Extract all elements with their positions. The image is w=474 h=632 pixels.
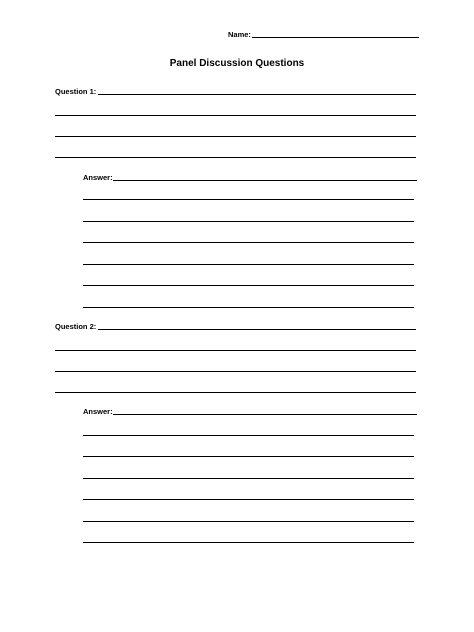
question-1-extra-line[interactable] (55, 115, 416, 116)
page-title: Panel Discussion Questions (169, 58, 305, 69)
answer-2-extra-line[interactable] (83, 521, 414, 522)
answer-2-field[interactable] (83, 405, 417, 417)
answer-2-label: Answer: (83, 407, 113, 416)
name-label: Name: (228, 30, 251, 39)
answer-1-extra-line[interactable] (83, 285, 414, 286)
answer-2-extra-line[interactable] (83, 478, 414, 479)
question-2-label: Question 2: (55, 322, 97, 331)
answer-1-extra-line[interactable] (83, 307, 414, 308)
question-2-field[interactable] (55, 320, 416, 332)
name-blank-line[interactable] (252, 37, 419, 38)
question-2-extra-line[interactable] (55, 350, 416, 351)
answer-1-extra-line[interactable] (83, 264, 414, 265)
answer-2-extra-line[interactable] (83, 435, 414, 436)
question-1-extra-line[interactable] (55, 136, 416, 137)
question-1-extra-line[interactable] (55, 157, 416, 158)
answer-1-label: Answer: (83, 173, 113, 182)
question-2-blank-line[interactable] (98, 329, 416, 330)
answer-2-blank-line[interactable] (113, 414, 417, 415)
answer-2-extra-line[interactable] (83, 499, 414, 500)
answer-1-extra-line[interactable] (83, 242, 414, 243)
question-1-field[interactable] (55, 85, 416, 97)
answer-2-extra-line[interactable] (83, 456, 414, 457)
answer-1-extra-line[interactable] (83, 199, 414, 200)
answer-1-blank-line[interactable] (113, 180, 417, 181)
question-1-blank-line[interactable] (98, 94, 416, 95)
answer-2-extra-line[interactable] (83, 542, 414, 543)
answer-1-field[interactable] (83, 171, 417, 183)
question-2-extra-line[interactable] (55, 371, 416, 372)
answer-1-extra-line[interactable] (83, 221, 414, 222)
question-2-extra-line[interactable] (55, 392, 416, 393)
question-1-label: Question 1: (55, 87, 97, 96)
name-field[interactable] (228, 28, 419, 40)
